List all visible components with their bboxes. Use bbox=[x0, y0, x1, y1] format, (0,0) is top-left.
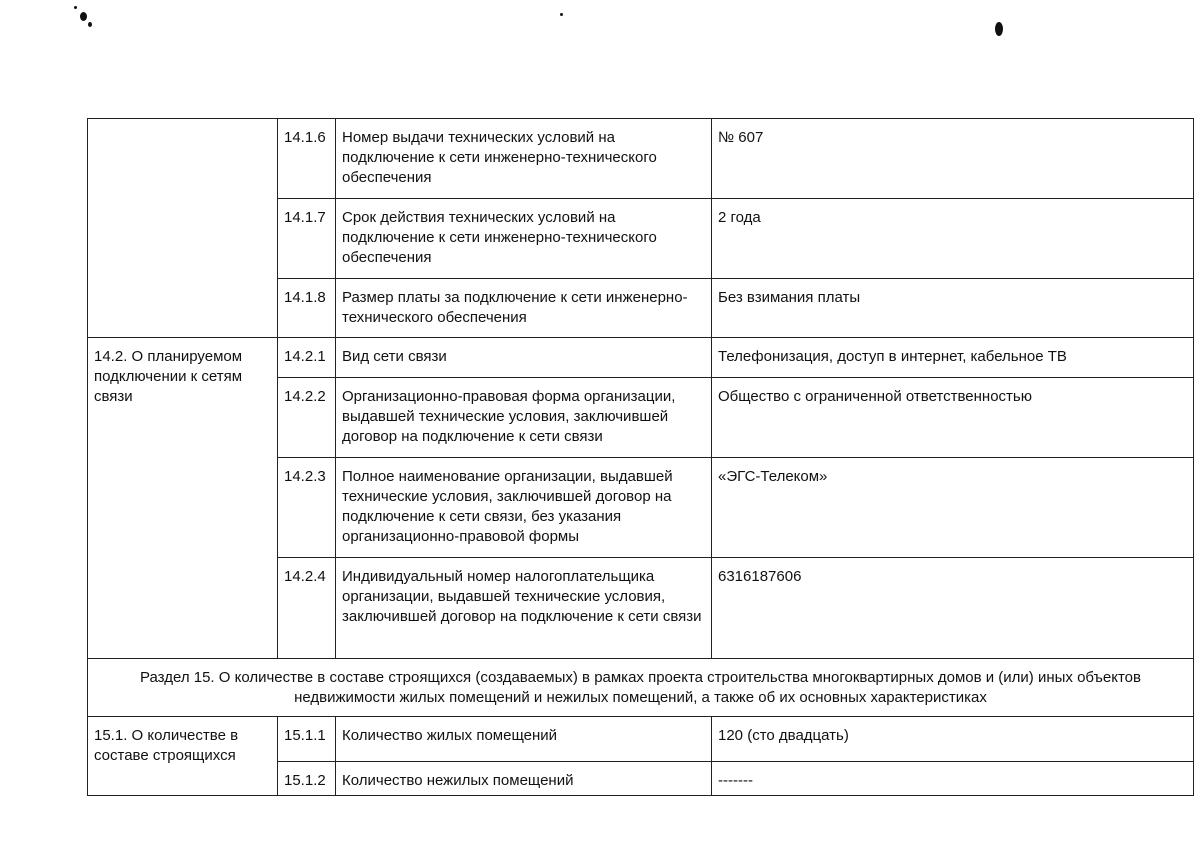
row-description: Количество нежилых помещений bbox=[336, 762, 712, 796]
row-value: 120 (сто двадцать) bbox=[712, 717, 1194, 762]
row-number: 14.1.7 bbox=[278, 199, 336, 279]
row-description: Вид сети связи bbox=[336, 338, 712, 378]
row-description: Полное наименование организации, выдавшей технические условия, заключившей договор на подключение к сети связи, без указания организационно-правовой формы bbox=[336, 458, 712, 558]
row-value: «ЭГС-Телеком» bbox=[712, 458, 1194, 558]
row-description: Срок действия технических условий на подключение к сети инженерно-технического обеспечения bbox=[336, 199, 712, 279]
row-description: Количество жилых помещений bbox=[336, 717, 712, 762]
table-row bbox=[88, 338, 1194, 378]
scan-speck bbox=[80, 12, 87, 21]
row-number: 14.1.8 bbox=[278, 279, 336, 338]
row-value: Общество с ограниченной ответственностью bbox=[712, 378, 1194, 458]
row-value: Телефонизация, доступ в интернет, кабельное ТВ bbox=[712, 338, 1194, 378]
row-description: Размер платы за подключение к сети инженерно-технического обеспечения bbox=[336, 279, 712, 338]
row-number: 14.2.1 bbox=[278, 338, 336, 378]
row-value: 6316187606 bbox=[712, 558, 1194, 659]
row-number: 14.1.6 bbox=[278, 119, 336, 199]
table-row bbox=[88, 119, 1194, 199]
table-row bbox=[88, 717, 1194, 762]
scan-speck bbox=[995, 22, 1003, 36]
row-value: ------- bbox=[712, 762, 1194, 796]
row-number: 14.2.4 bbox=[278, 558, 336, 659]
scan-speck bbox=[74, 6, 77, 9]
group-cell-empty bbox=[88, 119, 278, 338]
section-header-row bbox=[88, 659, 1194, 717]
row-description: Индивидуальный номер налогоплательщика организации, выдавшей технические условия, заключившей договор на подключение к сети связи bbox=[336, 558, 712, 659]
row-value: 2 года bbox=[712, 199, 1194, 279]
row-number: 15.1.2 bbox=[278, 762, 336, 796]
scan-speck bbox=[560, 13, 563, 16]
section-15-title: Раздел 15. О количестве в составе строящихся (создаваемых) в рамках проекта строительства многоквартирных домов и (или) иных объектов недвижимости жилых помещений и нежилых помещений, а также об их основных характеристиках bbox=[88, 659, 1194, 717]
row-value: Без взимания платы bbox=[712, 279, 1194, 338]
row-description: Организационно-правовая форма организации, выдавшей технические условия, заключившей договор на подключение к сети связи bbox=[336, 378, 712, 458]
row-value: № 607 bbox=[712, 119, 1194, 199]
row-number: 14.2.3 bbox=[278, 458, 336, 558]
row-number: 15.1.1 bbox=[278, 717, 336, 762]
group-label-14-2: 14.2. О планируемом подключении к сетям связи bbox=[88, 338, 278, 659]
row-description: Номер выдачи технических условий на подключение к сети инженерно-технического обеспечения bbox=[336, 119, 712, 199]
row-number: 14.2.2 bbox=[278, 378, 336, 458]
group-label-15-1: 15.1. О количестве в составе строящихся bbox=[88, 717, 278, 796]
scan-speck bbox=[88, 22, 92, 27]
document-table bbox=[87, 118, 1194, 796]
